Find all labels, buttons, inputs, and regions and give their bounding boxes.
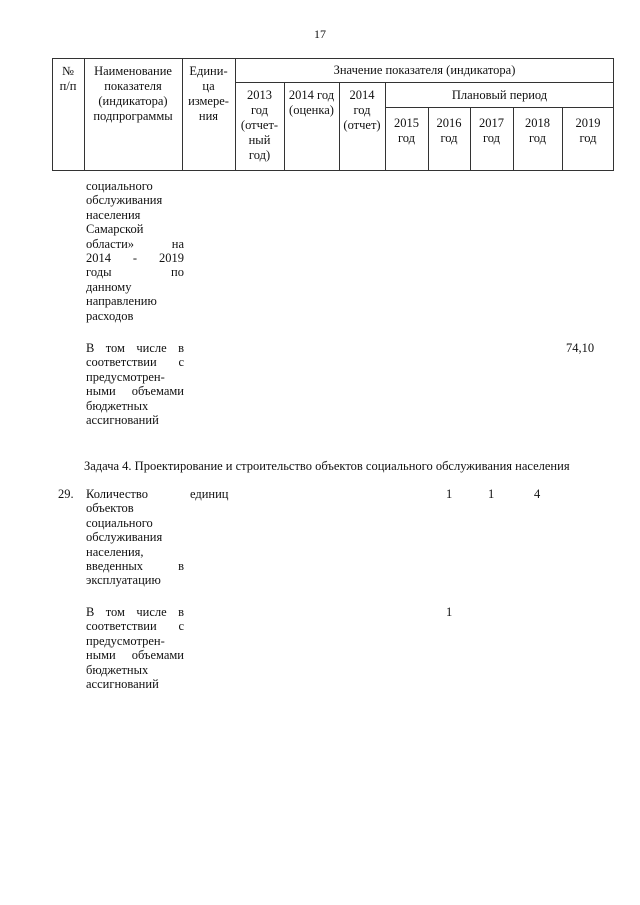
header-year: 2015 [394, 116, 419, 130]
header-2013-line: (отчет- [240, 118, 279, 132]
text-line: Количество [86, 487, 148, 501]
text-line: данному [86, 279, 132, 294]
header-year: 2017 [479, 116, 504, 130]
including-budget-allocations [86, 605, 184, 691]
header-2013-line: год) [248, 148, 271, 162]
value-2015: 1 [446, 487, 453, 501]
text-line: эксплуатацию [86, 573, 161, 588]
text-line: бюджетных [86, 398, 149, 413]
unit-of-measure: единиц [190, 487, 229, 501]
header-2018 [513, 116, 562, 146]
continued-indicator-name [86, 179, 184, 323]
header-name-line: показателя [104, 79, 162, 93]
text-line: населения [86, 207, 141, 222]
text-line: направлению [86, 294, 157, 309]
header-num-line: № [62, 64, 74, 78]
table-header [52, 58, 614, 171]
header-year-word: год [397, 131, 416, 145]
row-number: 29. [58, 487, 74, 501]
header-name-line: Наименование [94, 64, 172, 78]
header-year-word: год [528, 131, 547, 145]
value-2017: 4 [534, 487, 541, 501]
value-2016: 1 [488, 487, 495, 501]
text-line: 2014 - 2019 [86, 251, 184, 266]
header-2013-line: год [250, 103, 269, 117]
header-2014-estimate [284, 88, 339, 118]
text-line: области» на [86, 236, 184, 251]
header-2016 [428, 116, 470, 146]
header-year-word: год [579, 131, 597, 145]
header-year-word: год [482, 131, 501, 145]
text-line: предусмотрен- [86, 369, 165, 384]
text-line: ассигнований [86, 413, 159, 428]
including-budget-allocations [86, 341, 184, 427]
text-line: обслуживания [86, 193, 163, 208]
header-name-line: (индикатора) [98, 94, 168, 108]
header-name-line: подпрограммы [93, 109, 173, 123]
text-line: В том числе в [86, 341, 184, 355]
text-line: В том числе в [86, 605, 184, 619]
text-line: бюджетных [86, 662, 149, 677]
header-planned-period: Плановый период [451, 88, 548, 102]
header-num [52, 64, 84, 94]
task-heading: Задача 4. Проектирование и строительство объектов социального обслуживания населения [84, 459, 570, 473]
text-line: ными объемами [86, 384, 184, 399]
header-name [84, 64, 182, 124]
header-2014-report-line: год [353, 103, 371, 117]
text-line: годы по [86, 265, 184, 280]
header-num-line: п/п [59, 79, 77, 93]
text-line: ассигнований [86, 677, 159, 692]
text-line: Самарской [86, 222, 144, 237]
header-2014-report-line: (отчет) [343, 118, 381, 132]
header-value-title: Значение показателя (индикатора) [333, 63, 516, 77]
header-unit-line: Едини- [189, 64, 228, 78]
text-line: соответствии с [86, 355, 184, 370]
header-2014-estimate-line: 2014 год [288, 88, 335, 102]
indicator-name [86, 487, 184, 588]
header-year-word: год [440, 131, 458, 145]
text-line: расходов [86, 308, 134, 323]
header-year: 2016 [436, 116, 462, 130]
header-2013-line: 2013 [247, 88, 272, 102]
header-2019 [562, 116, 614, 146]
header-unit [182, 64, 235, 124]
text-line: предусмотрен- [86, 633, 165, 648]
header-2014-report [339, 88, 385, 133]
text-line: соответствии с [86, 619, 184, 634]
header-2013 [235, 88, 284, 163]
header-2015 [385, 116, 428, 146]
text-line: населения, [86, 544, 144, 559]
value-2019: 74,10 [566, 341, 595, 355]
text-line: обслуживания [86, 530, 163, 545]
header-unit-line: ния [198, 109, 219, 123]
header-2013-line: ный [248, 133, 271, 147]
value-2015: 1 [446, 605, 453, 619]
text-line: социального [86, 179, 153, 193]
text-line: введенных в [86, 559, 184, 574]
page-number: 17 [314, 27, 326, 41]
header-2017 [470, 116, 513, 146]
text-line: ными объемами [86, 648, 184, 663]
header-2014-estimate-line: (оценка) [289, 103, 334, 117]
header-year: 2019 [575, 116, 601, 130]
text-line: социального [86, 515, 153, 530]
header-unit-line: ца [202, 79, 215, 93]
header-unit-line: измере- [188, 94, 229, 108]
text-line: объектов [86, 501, 134, 516]
header-2014-report-line: 2014 [349, 88, 375, 102]
header-year: 2018 [525, 116, 550, 130]
